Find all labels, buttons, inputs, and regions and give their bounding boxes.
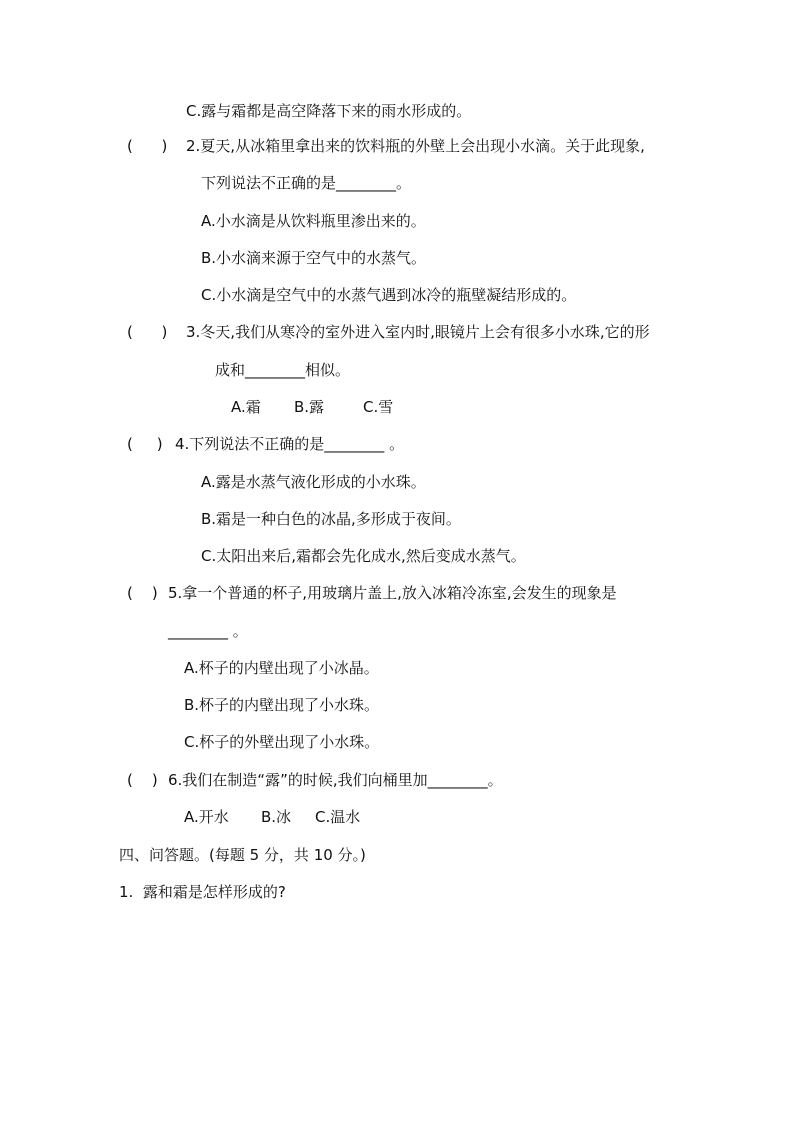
q4-option-b: B.霜是一种白色的冰晶,多形成于夜间。 <box>201 510 461 528</box>
q5-answer-paren[interactable]: ( ) <box>127 584 158 602</box>
q5-option-c: C.杯子的外壁出现了小水珠。 <box>184 733 380 751</box>
q6-option-b: B.冰 <box>261 808 292 826</box>
q4-option-a: A.露是水蒸气液化形成的小水珠。 <box>201 473 426 491</box>
q6-answer-paren[interactable]: ( ) <box>127 771 158 789</box>
q4-answer-paren[interactable]: ( ) <box>127 435 163 453</box>
q5-stem-continued: ________ 。 <box>168 622 248 640</box>
q5-option-a: A.杯子的内壁出现了小冰晶。 <box>184 659 379 677</box>
q3-option-c: C.雪 <box>363 398 394 416</box>
q3-option-b: B.露 <box>294 398 325 416</box>
q2-stem: 2.夏天,从冰箱里拿出来的饮料瓶的外壁上会出现小水滴。关于此现象, <box>186 137 645 155</box>
q6-option-a: A.开水 <box>184 808 229 826</box>
q4-stem: 4.下列说法不正确的是________ 。 <box>175 435 405 453</box>
q1-option-c: C.露与霜都是高空降落下来的雨水形成的。 <box>186 102 472 120</box>
q5-option-b: B.杯子的内壁出现了小水珠。 <box>184 696 380 714</box>
q5-stem: 5.拿一个普通的杯子,用玻璃片盖上,放入冰箱冷冻室,会发生的现象是 <box>168 584 617 602</box>
q2-option-a: A.小水滴是从饮料瓶里渗出来的。 <box>201 212 426 230</box>
q4-option-c: C.太阳出来后,霜都会先化成水,然后变成水蒸气。 <box>201 547 526 565</box>
q2-stem-continued: 下列说法不正确的是________。 <box>201 174 412 192</box>
q3-answer-paren[interactable]: ( ) <box>127 323 168 341</box>
q2-option-b: B.小水滴来源于空气中的水蒸气。 <box>201 249 427 267</box>
q2-option-c: C.小水滴是空气中的水蒸气遇到冰冷的瓶壁凝结形成的。 <box>201 286 577 304</box>
q6-option-c: C.温水 <box>315 808 361 826</box>
q3-stem: 3.冬天,我们从寒冷的室外进入室内时,眼镜片上会有很多小水珠,它的形 <box>186 323 650 341</box>
section-4-heading: 四、问答题。(每题 5 分，共 10 分。) <box>119 846 366 864</box>
q6-stem: 6.我们在制造“露”的时候,我们向桶里加________。 <box>168 771 503 789</box>
q2-answer-paren[interactable]: ( ) <box>127 137 168 155</box>
q3-option-a: A.霜 <box>231 398 261 416</box>
q3-stem-continued: 成和________相似。 <box>215 361 351 379</box>
section-4-question-1: 1. 露和霜是怎样形成的? <box>119 883 286 901</box>
